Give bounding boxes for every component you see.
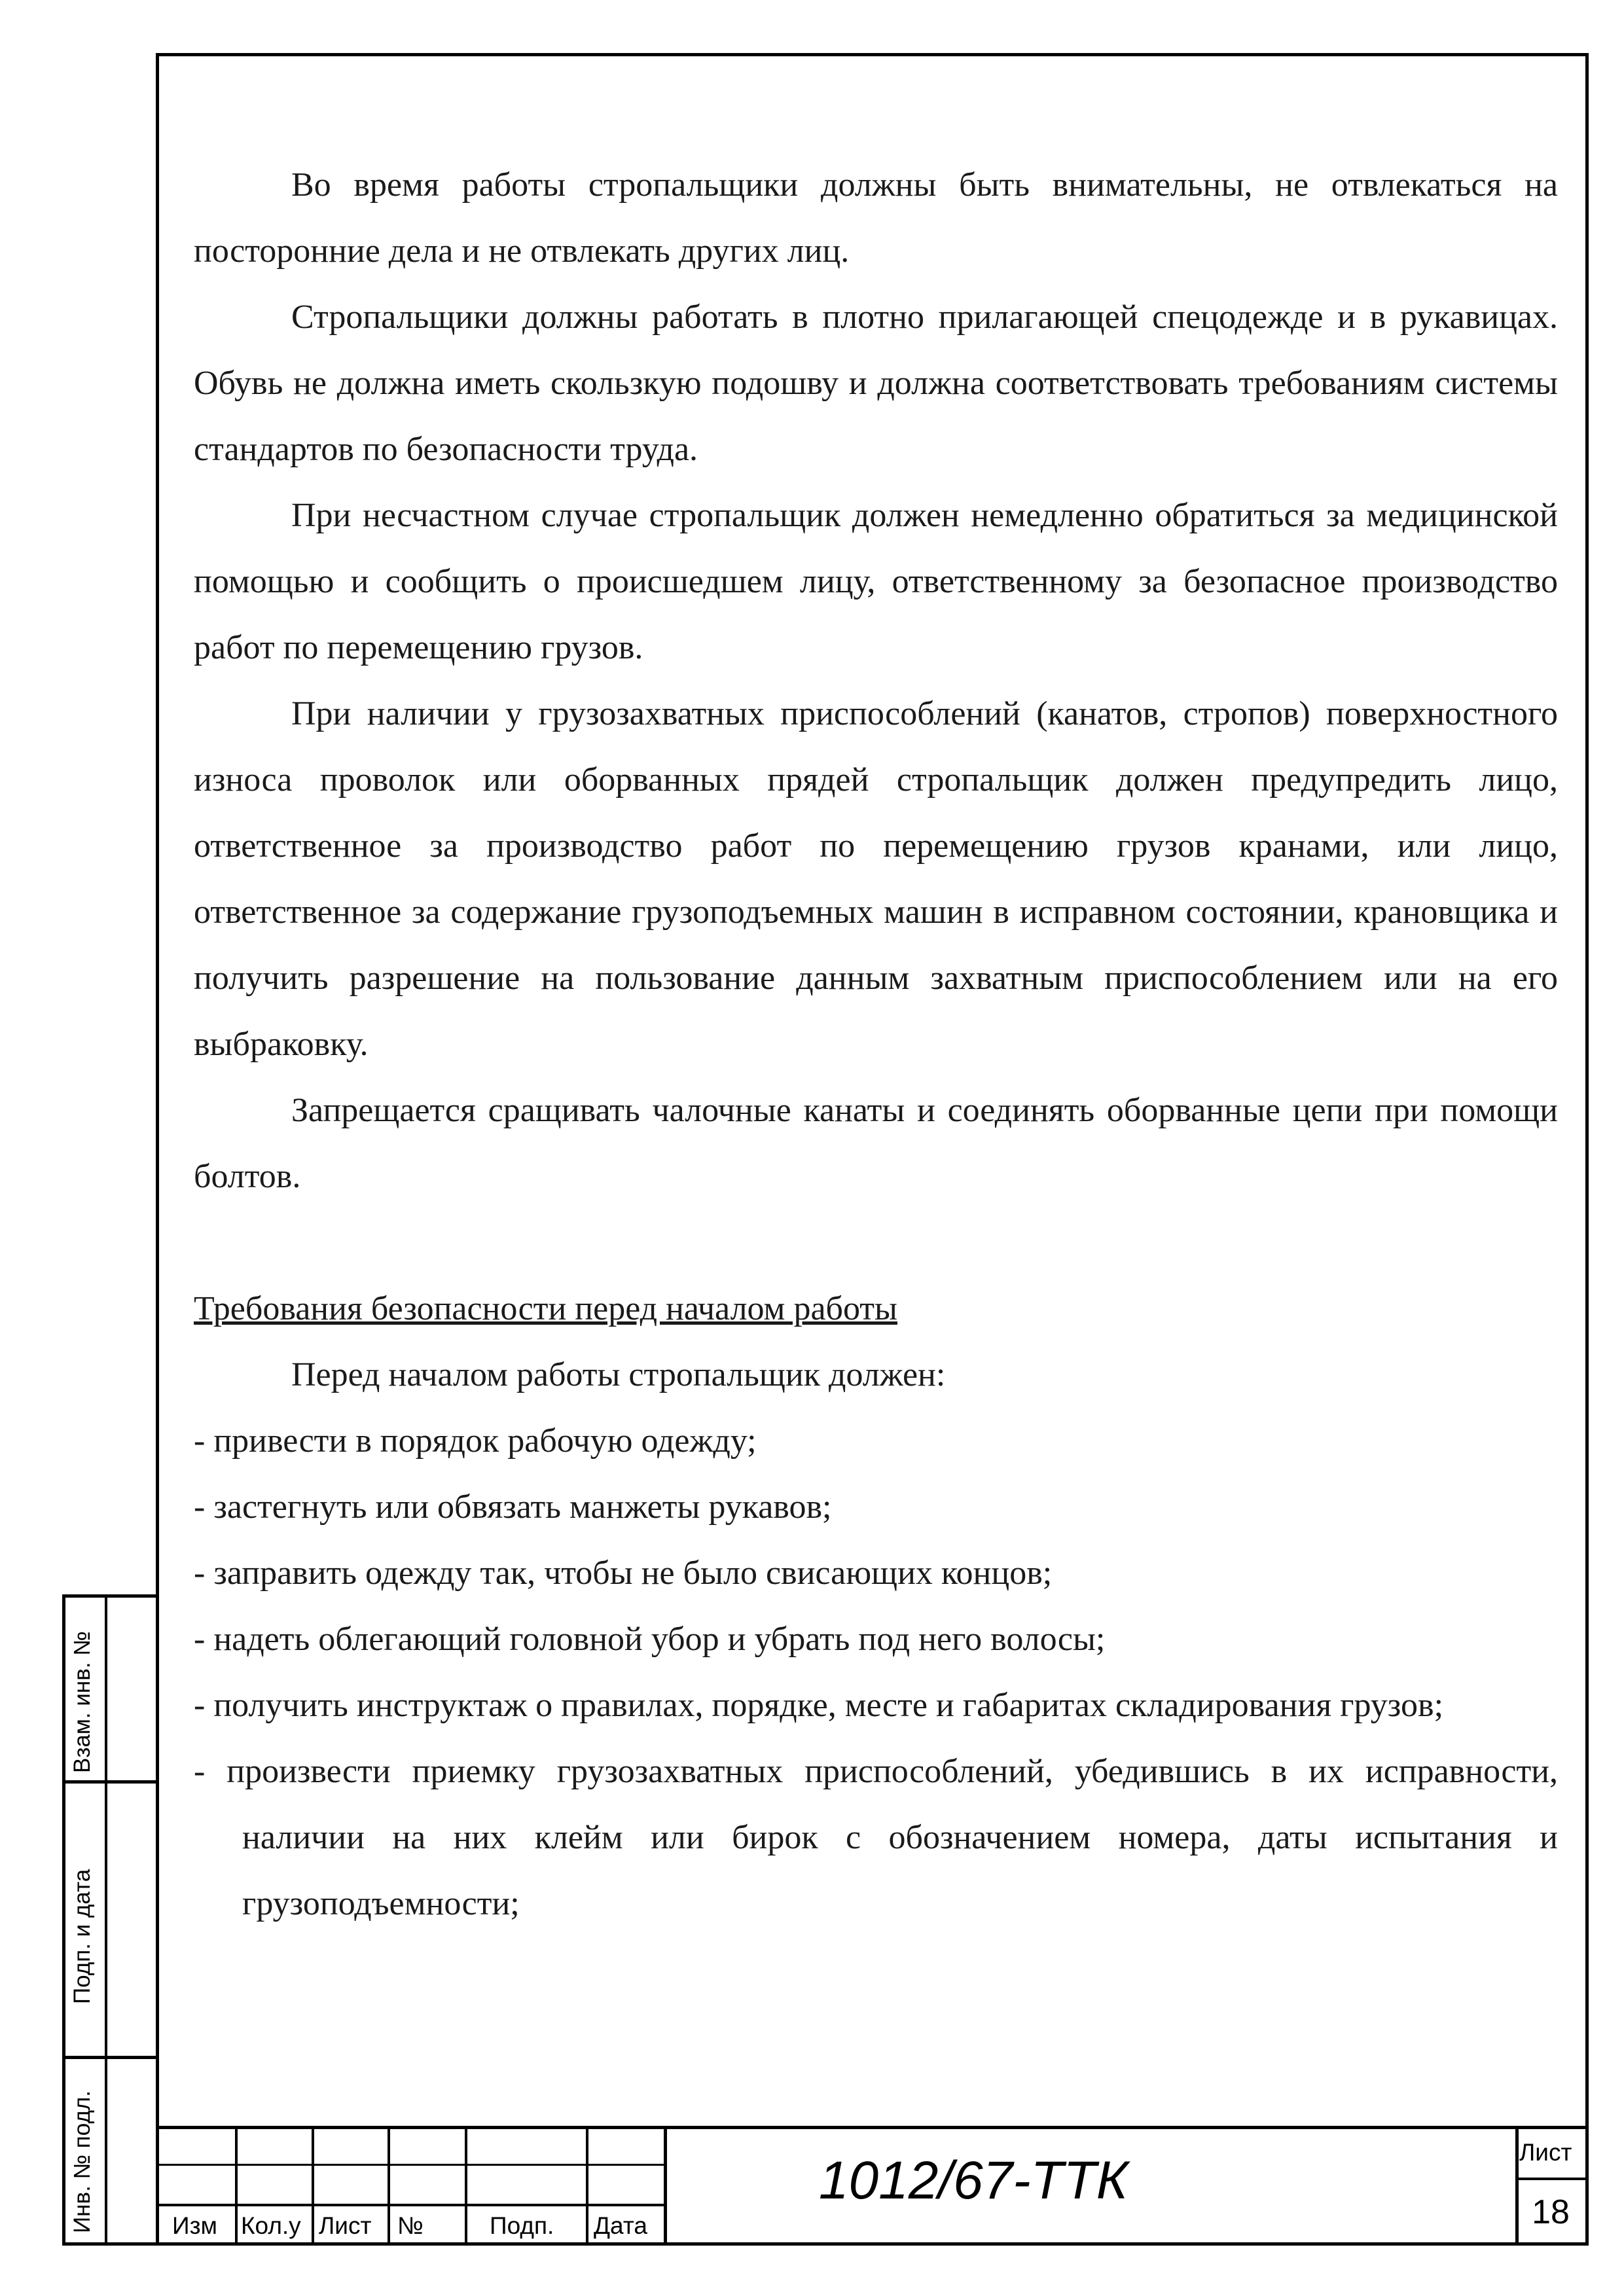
- vzam-inv-label: Взам. инв. №: [69, 1631, 95, 1773]
- col-kolu: Кол.у: [241, 2212, 301, 2239]
- document-code: 1012/67-ТТК: [818, 2151, 1128, 2210]
- list-item: - получить инструктаж о правилах, порядке, месте и габаритах складирования грузов;: [194, 1687, 1444, 1724]
- spacer: [194, 1210, 1558, 1276]
- section-heading: Требования безопасности перед началом работы: [194, 1290, 897, 1327]
- paragraph: Стропальщики должны работать в плотно прилагающей спецодежде и в рукавицах. Обувь не должна иметь скользкую подошву и должна соответствовать требованиям системы стандартов по безопасности труда.: [194, 298, 1558, 468]
- col-podp: Подп.: [490, 2212, 554, 2239]
- list-intro: Перед началом работы стропальщик должен:: [291, 1356, 946, 1393]
- document-body: [194, 152, 1558, 1937]
- inv-podl-label: Инв. № подл.: [69, 2090, 95, 2233]
- paragraph: При наличии у грузозахватных приспособлений (канатов, стропов) поверхностного износа проволок или оборванных прядей стропальщик должен предупредить лицо, ответственное за производство работ по перемещению грузов кранами, или лицо, ответственное за содержание грузоподъемных машин в исправном состоянии, крановщика и получить разрешение на пользование данным захватным приспособлением или на его выбраковку.: [194, 695, 1558, 1063]
- col-num: №: [397, 2212, 424, 2239]
- sheet-number: 18: [1532, 2193, 1570, 2231]
- paragraph: При несчастном случае стропальщик должен немедленно обратиться за медицинской помощью и сообщить о происшедшем лицу, ответственному за безопасное производство работ по перемещению грузов.: [194, 497, 1558, 666]
- strip-divider: [105, 1598, 107, 2242]
- col-data: Дата: [594, 2212, 647, 2239]
- paragraph: Во время работы стропальщики должны быть внимательны, не отвлекаться на посторонние дела и не отвлекать других лиц.: [194, 166, 1558, 270]
- sheet-label: Лист: [1519, 2139, 1572, 2166]
- podp-data-label: Подп. и дата: [69, 1869, 95, 2004]
- list-item: - произвести приемку грузозахватных приспособлений, убедившись в их исправности, наличии на них клейм или бирок с обозначением номера, даты испытания и грузоподъемности;: [194, 1753, 1558, 1922]
- col-izm: Изм: [172, 2212, 217, 2239]
- list-item: - заправить одежду так, чтобы не было свисающих концов;: [194, 1554, 1053, 1592]
- list-item: - надеть облегающий головной убор и убрать под него волосы;: [194, 1621, 1106, 1658]
- paragraph: Запрещается сращивать чалочные канаты и соединять оборванные цепи при помощи болтов.: [194, 1092, 1558, 1195]
- list-item: - привести в порядок рабочую одежду;: [194, 1422, 757, 1460]
- list-item: - застегнуть или обвязать манжеты рукавов;: [194, 1488, 832, 1526]
- col-list: Лист: [319, 2212, 372, 2239]
